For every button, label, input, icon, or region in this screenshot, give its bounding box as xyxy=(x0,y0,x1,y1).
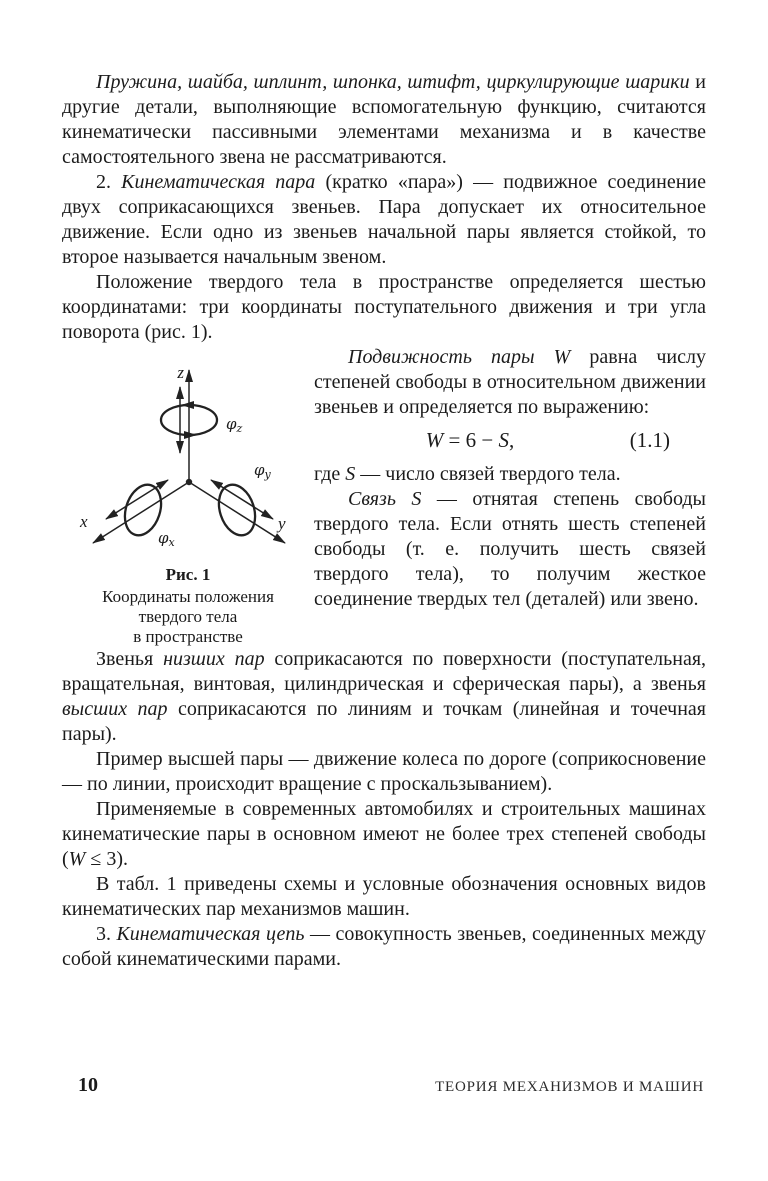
phi-z-label: $\varphi_z$ xyxy=(226,415,243,435)
paragraph: Связь S — отнятая степень свободы твердого тела. Если отнять шесть степеней свободы (т. е. получить шесть связей твердого тела), то получим жесткое соединение твердых тел (деталей) или звено. xyxy=(314,488,706,610)
equation-number: (1.1) xyxy=(629,428,670,452)
paragraph: Звенья низших пар соприкасаются по поверхности (поступательная, вращательная, винтовая, цилиндрическая и сферическая пары), а звенья высших пар соприкасаются по линиям и точкам (линейная и точечная пары). xyxy=(62,648,707,745)
figure-text-row xyxy=(62,345,706,647)
paragraph: Положение твердого тела в пространстве определяется шестью координатами: три координаты поступательного движения и три угла поворота (рис. 1). xyxy=(62,271,706,343)
figure-caption-line: Координаты положения xyxy=(102,587,274,606)
x-axis-label: x xyxy=(80,512,88,531)
y-axis-label: y xyxy=(278,514,286,533)
paragraph: Подвижность пары W равна числу степеней свободы в относительном движении звеньев и определяется по выражению: xyxy=(314,346,706,418)
running-title: ТЕОРИЯ МЕХАНИЗМОВ И МАШИН xyxy=(435,1079,704,1095)
paragraph: Применяемые в современных автомобилях и строительных машинах кинематические пары в основном имеют не более трех степеней свободы (W ≤ 3). xyxy=(62,798,706,870)
z-axis-label: z xyxy=(177,363,184,382)
paragraph: где S — число связей твердого тела. xyxy=(314,463,621,485)
figure-caption-line: в пространстве xyxy=(133,627,243,646)
figure-caption-line: твердого тела xyxy=(138,607,238,626)
rotation-ring-y xyxy=(213,480,261,540)
coordinate-axes-diagram xyxy=(76,357,304,557)
phi-y-label: $\varphi_y$ xyxy=(254,461,271,481)
figure-1 xyxy=(62,345,314,647)
phi-x-label: $\varphi_x$ xyxy=(158,529,175,549)
text-column xyxy=(314,345,706,612)
z-ring-arrowhead xyxy=(181,401,194,409)
paragraph: В табл. 1 приведены схемы и условные обозначения основных видов кинематических пар механизмов машин. xyxy=(62,873,706,920)
x-axis xyxy=(93,482,189,543)
equation-body: W = 6 − S, xyxy=(425,428,515,452)
page-footer xyxy=(78,1074,704,1097)
equation-1-1 xyxy=(314,428,706,455)
paragraph: Пример высшей пары — движение колеса по дороге (соприкосновение — по линии, происходит вращение с проскальзыванием). xyxy=(62,748,706,795)
paragraph: Пружина, шайба, шплинт, шпонка, штифт, циркулирующие шарики и другие детали, выполняющие вспомогательную функцию, считаются кинематически пассивными элементами механизма и в качестве самостоятельного звена не рассматриваются. xyxy=(62,71,707,168)
figure-number: Рис. 1 xyxy=(165,565,211,584)
z-ring-arrowhead xyxy=(184,431,197,439)
page-number: 10 xyxy=(78,1074,98,1096)
paragraph: 3. Кинематическая цепь — совокупность звеньев, соединенных между собой кинематическими парами. xyxy=(62,923,707,970)
figure-caption xyxy=(62,565,314,647)
origin-point xyxy=(186,479,192,485)
paragraph: 2. Кинематическая пара (кратко «пара») — подвижное соединение двух соприкасающихся звеньев. Пара допускает их относительное движение. Если одно из звеньев начальной пары является стойкой, то второе называется начальным звеном. xyxy=(62,171,706,268)
